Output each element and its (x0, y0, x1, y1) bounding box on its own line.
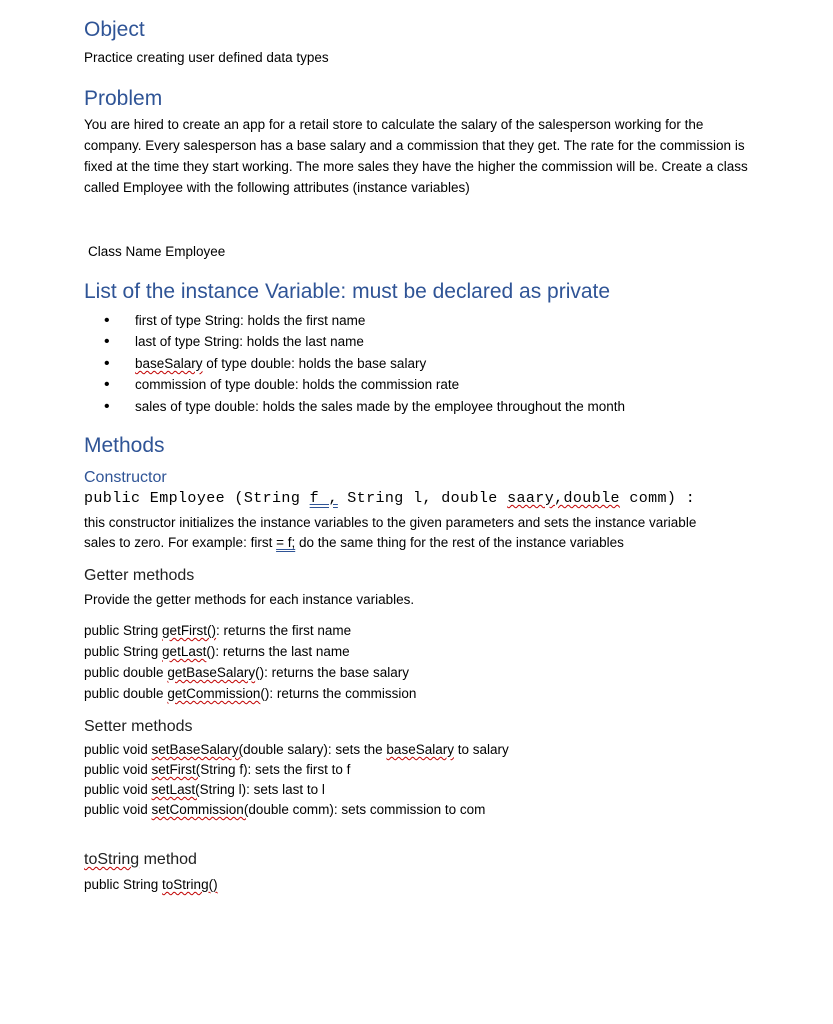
getter-line: public String getFirst(): returns the first name (84, 623, 352, 638)
list-item: • sales of type double: holds the sales made by the employee throughout the month (104, 396, 625, 417)
constructor-desc-line2: sales to zero. For example: first = f; do the same thing for the rest of the instance variables (84, 535, 624, 550)
list-item: • last of type String: holds the last name (104, 331, 625, 352)
constructor-signature: public Employee (String f , String l, double saary,double comm) : (84, 490, 696, 507)
tostring-signature: public String toString() (84, 877, 218, 892)
setters-heading: Setter methods (84, 718, 193, 735)
setter-line: public void setFirst(String f): sets the first to f (84, 762, 351, 777)
constructor-heading: Constructor (84, 469, 167, 486)
setter-line: public void setCommission(double comm): sets commission to com (84, 802, 486, 817)
tostring-heading: toString method (84, 851, 197, 868)
problem-text: You are hired to create an app for a retail store to calculate the salary of the salesperson working for the company. Every salesperson has a base salary and a commission that they get. The rate for the commission is fixed at the time they start working. The more sales they have the higher the commission will be. Create a class called Employee with the following attributes (instance variables) (84, 117, 748, 195)
list-item: • commission of type double: holds the commission rate (104, 374, 625, 395)
getter-line: public double getBaseSalary(): returns the base salary (84, 665, 409, 680)
instance-vars-heading: List of the instance Variable: must be declared as private (84, 280, 611, 303)
constructor-desc-line1: this constructor initializes the instance variables to the given parameters and sets the instance variable (84, 515, 697, 530)
getter-line: public double getCommission(): returns the commission (84, 686, 417, 701)
getters-intro: Provide the getter methods for each instance variables. (84, 592, 415, 607)
getters-heading: Getter methods (84, 567, 195, 584)
list-item: • baseSalary of type double: holds the base salary (104, 353, 625, 374)
class-name-line: Class Name Employee (88, 244, 226, 259)
methods-heading: Methods (84, 434, 165, 457)
list-item: • first of type String: holds the first name (104, 310, 625, 331)
setter-line: public void setLast(String l): sets last to l (84, 782, 325, 797)
problem-heading: Problem (84, 87, 163, 110)
instance-vars-list (104, 310, 625, 417)
object-heading: Object (84, 18, 145, 41)
setter-line: public void setBaseSalary(double salary): sets the baseSalary to salary (84, 742, 509, 757)
getter-line: public String getLast(): returns the last name (84, 644, 350, 659)
object-text: Practice creating user defined data types (84, 50, 329, 65)
